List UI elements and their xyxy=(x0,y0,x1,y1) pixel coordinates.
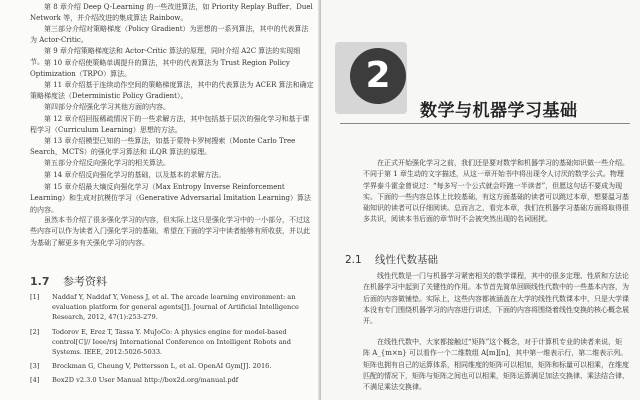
left-paragraph-10: 第 14 章介绍反向强化学习的基础，以及基本的求解方法。 xyxy=(44,171,226,179)
section-number: 1.7 xyxy=(30,275,50,288)
reference-item xyxy=(30,361,314,371)
reference-index: [1] xyxy=(30,293,40,301)
section-heading-references xyxy=(30,273,107,289)
chapter-number-badge: 2 xyxy=(350,48,406,104)
reference-item xyxy=(30,375,314,385)
chapter-divider xyxy=(340,123,630,124)
section-title: 线性代数基础 xyxy=(375,254,439,266)
left-paragraph-5: 第 11 章介绍基于连续动作空间的策略梯度算法，其中的代表算法为 ACER 算法和确定策略梯度法（Deterministic Policy Gradient）。 xyxy=(30,81,314,101)
chapter-title: 数学与机器学习基础 xyxy=(420,101,578,121)
left-paragraph-7: 第 12 章介绍回报稀疏情况下的一些求解方法，其中包括基于层次的强化学习和基于课程学习（Curriculum Learning）思想的方法。 xyxy=(30,115,310,135)
left-paragraph-4: 第 10 章介绍使策略单调提升的算法，其中的代表算法为 Trust Region Policy Optimization（TRPO）算法。 xyxy=(30,59,290,79)
left-paragraph-11: 第 15 章介绍最大熵反向强化学习（Max Entropy Inverse Reinforcement Learning）和生成对抗模仿学习（Generative Adversarial Imitation Learning）算法的内容。 xyxy=(30,183,311,214)
reference-text: Todorov E, Erez T, Tassa Y. MuJoCo: A physics engine for model-based control[C]// Ieee/rsj International Conference on Intelligent Robots and Systems. IEEE, 2012:5026-5033. xyxy=(52,327,291,357)
left-paragraph-3: 第 9 章介绍策略梯度法和 Actor-Critic 算法的原理，同时介绍 A2C 算法的实现细节。 xyxy=(30,47,301,67)
reference-list xyxy=(30,292,314,390)
section-title: 参考资料 xyxy=(63,275,107,288)
reference-item xyxy=(30,292,314,323)
left-paragraph-2: 第三部分介绍对策略梯度（Policy Gradient）为思想的一系列算法，其中的代表算法为 Actor-Critic。 xyxy=(30,25,309,45)
left-paragraph-9: 第五部分介绍反向强化学习的相关算法。 xyxy=(44,159,170,167)
section-heading-linear-algebra xyxy=(345,252,438,267)
left-paragraph-8: 第 13 章介绍模型已知的一些算法，如基于蒙特卡罗树搜索（Monte Carlo Tree Search，MCTS）的强化学习算法和 iLQR 算法的原理。 xyxy=(30,137,296,157)
reference-item xyxy=(30,327,314,358)
left-paragraph-1: 第 8 章介绍 Deep Q-Learning 的一些改进算法，如 Priority Replay Buffer、Duel Network 等，并介绍改进的集成算法 Rainbow。 xyxy=(30,3,313,23)
reference-index: [4] xyxy=(30,376,40,385)
right-paragraph-1: 线性代数是一门与机器学习紧密相关的数学课程，其中的很多定理、性质和方法论在机器学习中起到了关键性的作用。本节首先简单回顾线性代数中的一些基本内容，为后面的内容做铺垫。实际上，这些内容都被涵盖在大学的线性代数课本中，只是大学课本没有专门围绕机器学习的内容进行讲述，下面的内容将围绕着线性变换的核心概念展开。 xyxy=(363,272,629,326)
left-paragraph-6: 第四部分介绍强化学习其他方面的内容。 xyxy=(44,103,170,111)
reference-text: Naddaf Y, Naddaf Y, Veness J, et al. The arcade learning environment: an evaluation platform for general agents[J]. Journal of Artificial Intelligence Research, 2012, 47(1):253-279. xyxy=(52,293,299,322)
chapter-intro: 在正式开始强化学习之前，我们还是要对数学和机器学习的基础知识做一些介绍。不同于第 1 章生动的文字描述，从这一章开始书中将出现令人讨厌的数学公式。物理学界泰斗霍金曾说过：“每多写一个公式就会吓跑一半读者”，但愿这句话不要成为现实。下面的一些内容总体上比较基础，有这方面基础的读者可以跳过本章，想要温习基础知识的读者可以仔细阅读。总而言之，看完本章，我们在机器学习基础方面将取得很多共识，阅读本书后面的章节时不会被突然出现的名词困扰。 xyxy=(363,159,629,224)
section-number: 2.1 xyxy=(345,254,362,266)
reference-index: [3] xyxy=(30,362,40,371)
left-paragraph-12: 虽然本书介绍了很多强化学习的内容，但实际上这只是强化学习中的一小部分，不过这些内容可以作为读者入门强化学习的基础，希望在下面的学习中读者能够有所收获，并以此为基础了解更多有关强化学习的内容。 xyxy=(30,216,310,247)
reference-index: [2] xyxy=(30,327,40,336)
reference-text: Box2D v2.3.0 User Manual http://box2d.org/manual.pdf xyxy=(52,376,239,385)
reference-text: Brockman G, Cheung V, Pettersson L, et al. OpenAI Gym[J]. 2016. xyxy=(52,362,272,371)
right-paragraph-2: 在线性代数中，大家都接触过“矩阵”这个概念，对于计算机专业的读者来说，矩阵 A_{m×n} 可以看作一个二维数组 A[m][n]，其中第一维表示行，第二维表示列。矩阵也拥有自己的运算体系，相同维度的矩阵可以相加，矩阵和标量可以相乘，在维度匹配的情况下，矩阵与矩阵之间也可以相乘，矩阵运算满足加法交换律、乘法结合律、不满足乘法交换律。 xyxy=(363,338,629,392)
